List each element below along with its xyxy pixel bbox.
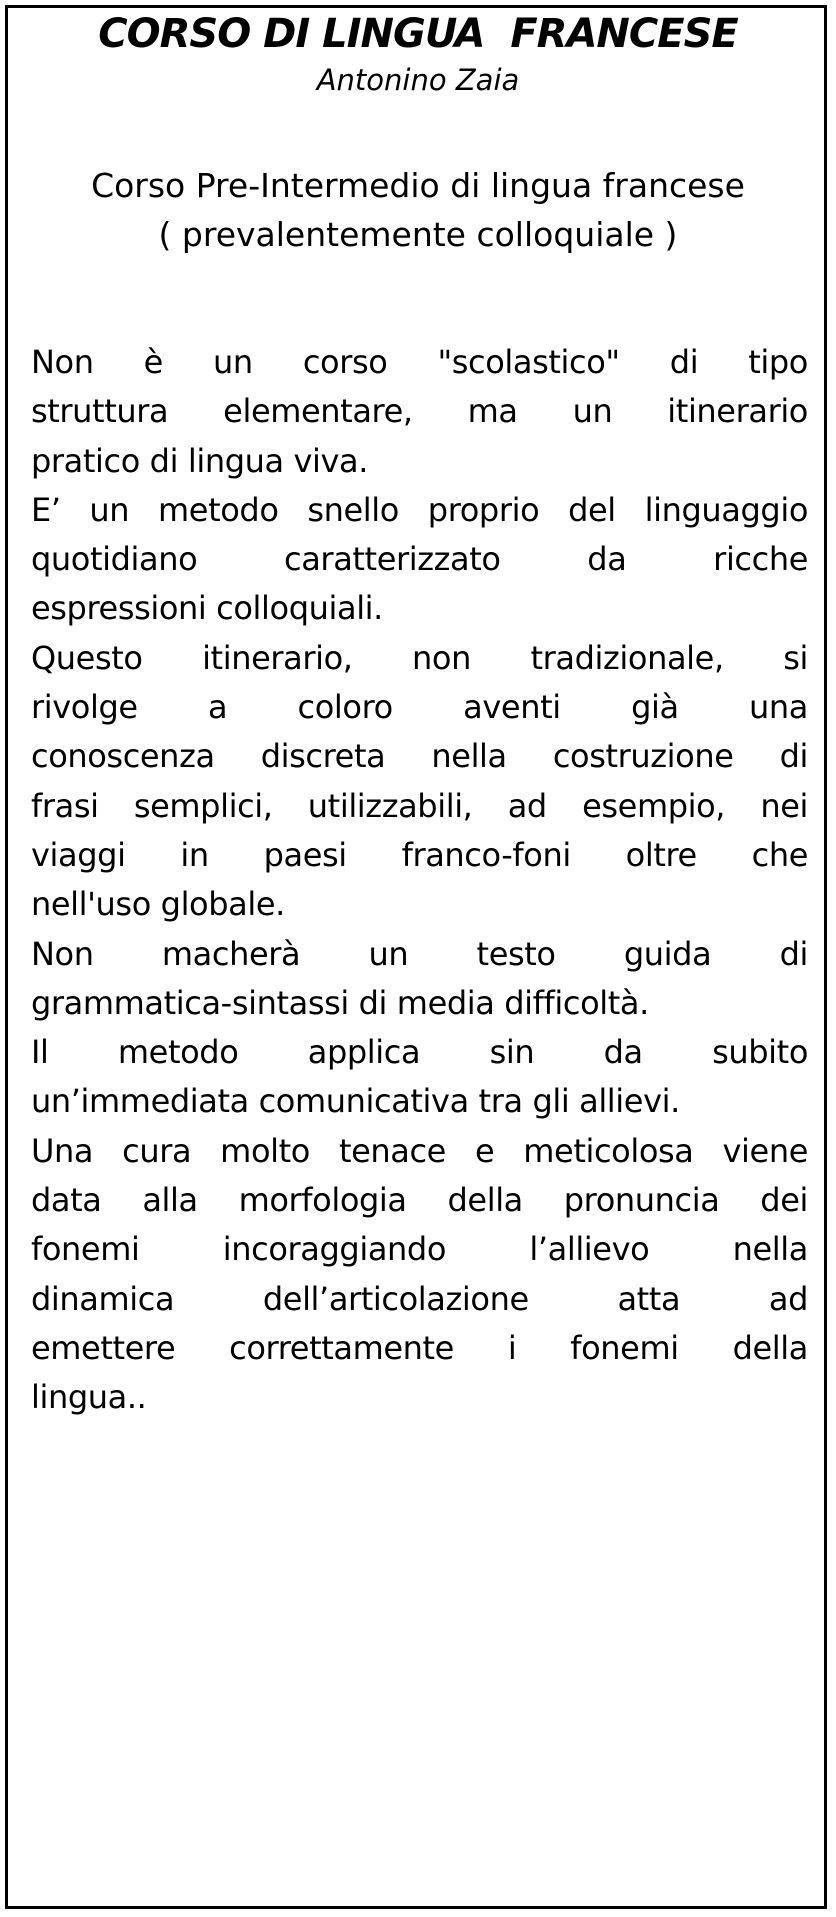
document-title: CORSO DI LINGUA FRANCESE [98,11,738,57]
body-line: espressioni colloquiali. [31,589,383,628]
course-description [31,338,808,1423]
body-line: Non macherà un testo guida di [31,934,808,973]
body-line: data alla morfologia della pronuncia dei [31,1181,808,1220]
body-line: dinamica dell’articolazione atta ad [31,1279,808,1318]
body-line: Questo itinerario, non tradizionale, si [31,638,808,677]
body-line: rivolge a coloro aventi già una [31,688,808,727]
subtitle-line: ( prevalentemente colloquiale ) [158,215,678,254]
subtitle-line: Corso Pre-Intermedio di lingua francese [91,166,745,205]
body-line: viaggi in paesi franco-foni oltre che [31,835,808,874]
body-line: nell'uso globale. [31,885,285,924]
body-line: grammatica-sintassi di media difficoltà. [31,983,649,1022]
body-line: Il metodo applica sin da subito [31,1033,808,1072]
body-line: quotidiano caratterizzato da ricche [31,540,808,579]
body-line: E’ un metodo snello proprio del linguaggio [31,490,808,529]
body-line: struttura elementare, ma un itinerario [31,392,808,431]
course-subtitle [0,161,836,259]
body-line: Non è un corso "scolastico" di tipo [31,343,808,381]
body-line: Una cura molto tenace e meticolosa viene [31,1131,808,1170]
author-name: Antonino Zaia [316,63,520,97]
body-line: lingua.. [31,1378,147,1417]
body-line: frasi semplici, utilizzabili, ad esempio, nei [31,786,808,825]
body-line: pratico di lingua viva. [31,441,369,480]
body-line: fonemi incoraggiando l’allievo nella [31,1230,808,1269]
body-line: conoscenza discreta nella costruzione di [31,737,808,776]
body-line: un’immediata comunicativa tra gli allievi. [31,1082,680,1121]
body-line: emettere correttamente i fonemi della [31,1328,808,1367]
